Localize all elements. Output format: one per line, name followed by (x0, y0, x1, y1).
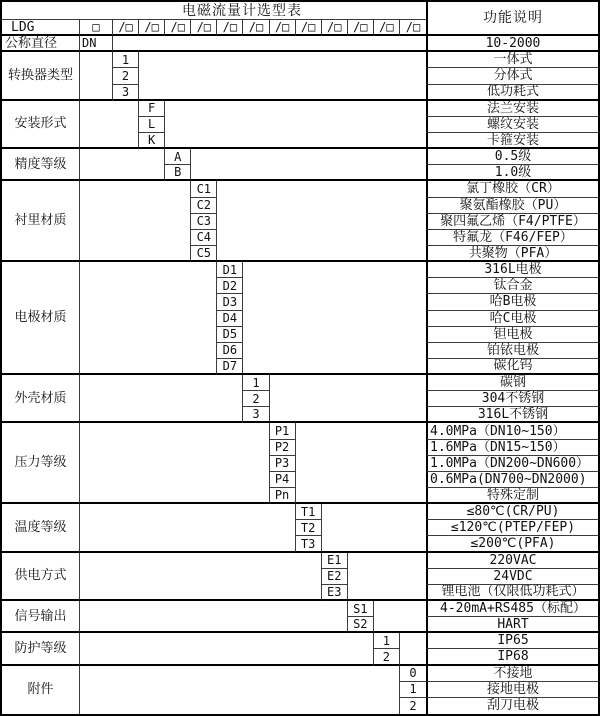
spacer-cell (80, 181, 191, 262)
code-cell: D7 (217, 359, 243, 375)
code-cell: D5 (217, 327, 243, 343)
category-label: 转换器类型 (2, 52, 80, 100)
function-column-header: 功能说明 (426, 2, 598, 36)
desc-cell: 24VDC (426, 569, 598, 585)
spacer-cell (80, 666, 400, 714)
spacer-cell (80, 504, 296, 552)
desc-cell: 哈B电极 (426, 294, 598, 310)
spacer-cell (348, 553, 426, 601)
desc-cell: 特殊定制 (426, 488, 598, 504)
code-cell: P1 (270, 423, 296, 439)
spacer-cell (113, 36, 426, 52)
code-cell: C2 (191, 198, 217, 214)
model-code-slot: /□ (374, 20, 400, 36)
desc-cell: 0.5级 (426, 149, 598, 165)
spacer-cell (80, 101, 139, 149)
code-cell: E3 (322, 585, 348, 601)
desc-cell: 哈C电极 (426, 311, 598, 327)
desc-cell: 316L电极 (426, 262, 598, 278)
category-label: 外壳材质 (2, 375, 80, 423)
model-code-slot: /□ (400, 20, 426, 36)
code-cell: S2 (348, 617, 374, 633)
category-label: 温度等级 (2, 504, 80, 552)
category-label: 信号输出 (2, 601, 80, 633)
code-cell: P4 (270, 472, 296, 488)
desc-cell: 碳化钨 (426, 359, 598, 375)
desc-cell: 铂铱电极 (426, 343, 598, 359)
code-cell: D6 (217, 343, 243, 359)
desc-cell: 特氟龙（F46/FEP） (426, 230, 598, 246)
table-title: 电磁流量计选型表 (2, 2, 426, 20)
desc-cell: 4.0MPa（DN10~150） (426, 423, 598, 439)
code-cell: 1 (113, 52, 139, 68)
spacer-cell (191, 149, 426, 181)
spacer-cell (80, 601, 348, 633)
spacer-cell (80, 52, 113, 100)
model-code-slot: /□ (270, 20, 296, 36)
spacer-cell (322, 504, 426, 552)
code-cell: E2 (322, 569, 348, 585)
desc-cell: 不接地 (426, 666, 598, 682)
code-cell: 1 (400, 682, 426, 698)
model-code-slot: /□ (217, 20, 243, 36)
desc-cell: 钛合金 (426, 278, 598, 294)
desc-cell: 刮刀电极 (426, 698, 598, 714)
model-code-slot: /□ (296, 20, 322, 36)
spacer-cell (80, 553, 322, 601)
desc-cell: 接地电极 (426, 682, 598, 698)
desc-cell: 1.0级 (426, 165, 598, 181)
code-cell: 0 (400, 666, 426, 682)
category-label: 供电方式 (2, 553, 80, 601)
desc-cell: 220VAC (426, 553, 598, 569)
code-cell: DN (80, 36, 113, 52)
model-code-slot: /□ (165, 20, 191, 36)
code-cell: B (165, 165, 191, 181)
category-label: 精度等级 (2, 149, 80, 181)
desc-cell: ≤120℃(PTEP/FEP) (426, 520, 598, 536)
desc-cell: 碳钢 (426, 375, 598, 391)
model-prefix-label: LDG (2, 20, 80, 36)
code-cell: C3 (191, 214, 217, 230)
code-cell: D3 (217, 294, 243, 310)
category-label: 安装形式 (2, 101, 80, 149)
model-code-slot: /□ (139, 20, 165, 36)
code-cell: D1 (217, 262, 243, 278)
category-label: 防护等级 (2, 633, 80, 665)
spacer-cell (80, 633, 374, 665)
code-cell: 2 (409, 698, 417, 713)
desc-cell: 共聚物（PFA） (426, 246, 598, 262)
code-cell: D2 (217, 278, 243, 294)
spacer-cell (374, 601, 426, 633)
desc-cell: 10-2000 (426, 36, 598, 52)
spacer-cell (80, 423, 270, 504)
desc-cell: 1.6MPa（DN15~150） (426, 440, 598, 456)
spacer-cell (243, 262, 426, 375)
model-code-slot: /□ (191, 20, 217, 36)
model-code-slot: /□ (322, 20, 348, 36)
code-cell: E1 (322, 553, 348, 569)
code-cell: Pn (270, 488, 296, 504)
spacer-cell (80, 149, 165, 181)
category-label: 附件 (2, 666, 80, 714)
desc-cell: 螺纹安装 (426, 117, 598, 133)
desc-cell: 4-20mA+RS485（标配） (426, 601, 598, 617)
spacer-cell (139, 52, 426, 100)
desc-cell: IP65 (426, 633, 598, 649)
code-cell: 2 (374, 649, 400, 665)
code-cell: P2 (270, 440, 296, 456)
desc-cell: 一体式 (426, 52, 598, 68)
spacer-cell (217, 181, 426, 262)
code-cell: L (139, 117, 165, 133)
spacer-cell (165, 101, 426, 149)
code-cell: C4 (191, 230, 217, 246)
spacer-cell (80, 375, 243, 423)
model-code-slot: /□ (113, 20, 139, 36)
code-cell: C1 (191, 181, 217, 197)
code-cell: S1 (348, 601, 374, 617)
code-cell: P3 (270, 456, 296, 472)
spacer-cell (400, 633, 426, 665)
category-label: 电极材质 (2, 262, 80, 375)
model-first-box: □ (80, 20, 113, 36)
desc-cell: ≤80℃(CR/PU) (426, 504, 598, 520)
code-cell: T3 (296, 536, 322, 552)
code-cell: K (139, 133, 165, 149)
code-cell: A (165, 149, 191, 165)
model-code-slot: /□ (348, 20, 374, 36)
code-cell: 2 (243, 391, 269, 407)
spacer-cell (296, 423, 426, 504)
category-label: 压力等级 (2, 423, 80, 504)
desc-cell: HART (426, 617, 598, 633)
desc-cell: 1.0MPa（DN200~DN600） (426, 456, 598, 472)
desc-cell: 聚四氟乙烯（F4/PTFE） (426, 214, 598, 230)
desc-cell: 316L不锈钢 (426, 407, 598, 423)
desc-cell: 304不锈钢 (426, 391, 598, 407)
code-cell: D4 (217, 311, 243, 327)
desc-cell: 0.6MPa(DN700~DN2000) (426, 472, 598, 488)
desc-cell: 分体式 (426, 68, 598, 84)
category-label: 公称直径 (2, 36, 80, 52)
code-cell: C5 (191, 246, 217, 262)
code-cell: 1 (243, 375, 269, 391)
desc-cell: ≤200℃(PFA) (426, 536, 598, 552)
category-label: 衬里材质 (2, 181, 80, 262)
desc-cell: IP68 (426, 649, 598, 665)
spacer-cell (80, 262, 217, 375)
desc-cell: 卡箍安装 (426, 133, 598, 149)
code-cell: 2 (113, 68, 139, 84)
code-cell: T1 (296, 504, 322, 520)
code-cell: 3 (243, 407, 269, 423)
code-cell: T2 (296, 520, 322, 536)
code-cell: 3 (113, 85, 139, 101)
desc-cell: 聚氨酯橡胶（PU） (426, 198, 598, 214)
model-code-slot: /□ (243, 20, 269, 36)
desc-cell: 锂电池（仅限低功耗式） (426, 585, 598, 601)
desc-cell: 法兰安装 (426, 101, 598, 117)
code-cell: 1 (374, 633, 400, 649)
desc-cell: 氯丁橡胶（CR） (426, 181, 598, 197)
code-cell: F (139, 101, 165, 117)
desc-cell: 钽电极 (426, 327, 598, 343)
spacer-cell (270, 375, 427, 423)
desc-cell: 低功耗式 (426, 85, 598, 101)
